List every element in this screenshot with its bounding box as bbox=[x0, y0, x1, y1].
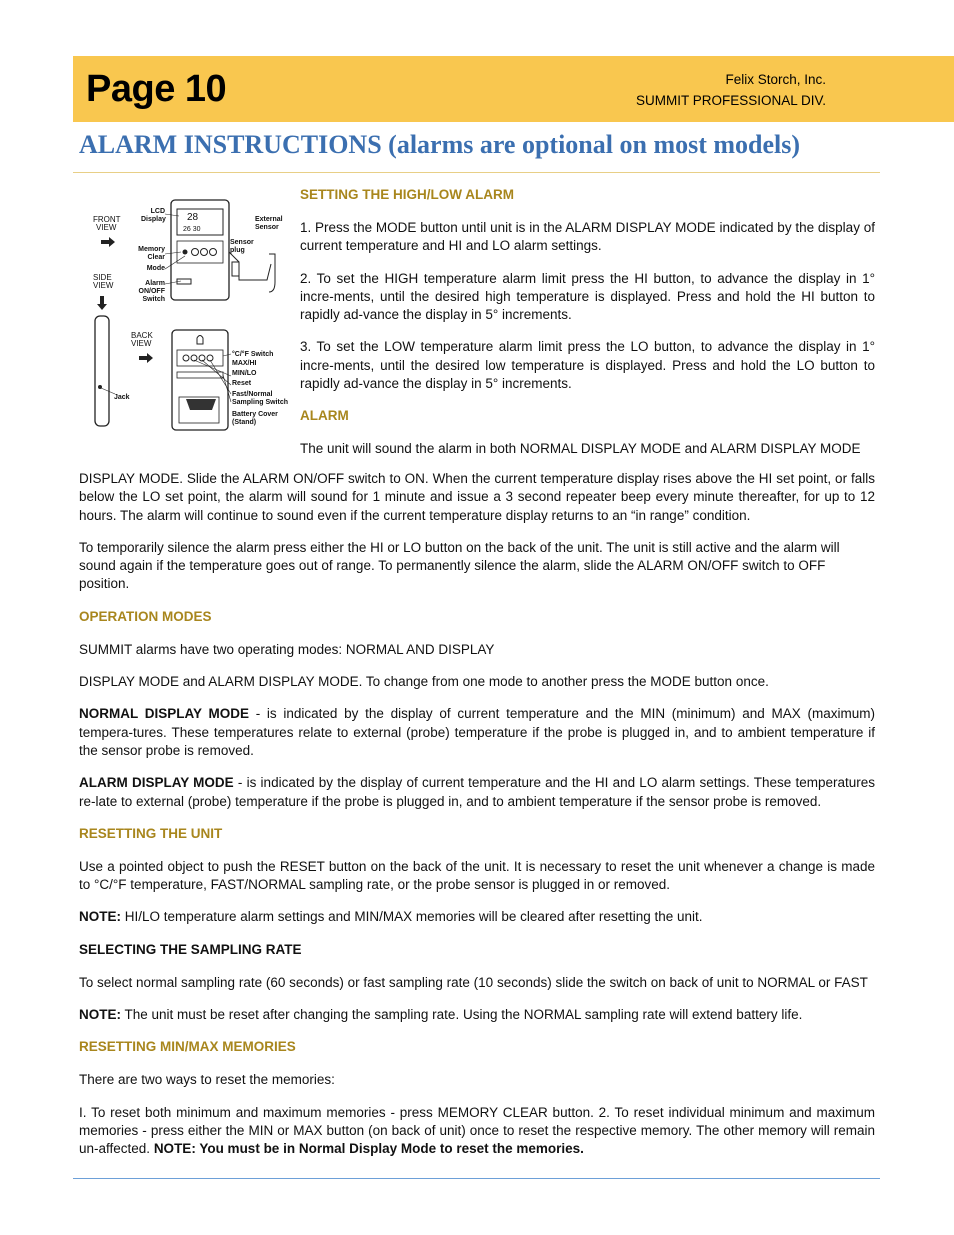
sampling-rate-paragraph: To select normal sampling rate (60 seconds) or fast sampling rate (10 seconds) slide the switch on back of unit to NORMAL or FAST bbox=[79, 974, 868, 990]
reset-note: NOTE: HI/LO temperature alarm settings and MIN/MAX memories will be cleared after resetting the unit. bbox=[79, 909, 703, 925]
memory-clear-label: Memory Clear bbox=[138, 246, 165, 261]
jack-label: Jack bbox=[114, 394, 130, 401]
setting-step-1: 1. Press the MODE button until unit is in the ALARM DISPLAY MODE indicated by the display of current temperature and HI and LO alarm settings. bbox=[300, 220, 875, 254]
normal-display-mode-paragraph: NORMAL DISPLAY MODE - is indicated by the display of current temperature and the MIN (minimum) and MAX (maximum) tempera-tures. These temperatures relate to external (probe) temperature if the probe is plugged in, and to ambient temperature if the sensor probe is removed. bbox=[79, 706, 875, 758]
divider-bottom bbox=[73, 1178, 880, 1179]
cf-switch-label: °C/°F Switch bbox=[232, 351, 274, 358]
alarm-switch-label: Alarm ON/OFF Switch bbox=[138, 280, 165, 303]
operation-modes-paragraph-1: SUMMIT alarms have two operating modes: NORMAL AND DISPLAY bbox=[79, 641, 495, 657]
operation-modes-paragraph-2: DISPLAY MODE and ALARM DISPLAY MODE. To change from one mode to another press the MODE button once. bbox=[79, 674, 769, 690]
normal-display-mode-label: NORMAL DISPLAY MODE bbox=[79, 706, 249, 722]
setting-step-3: 3. To set the LOW temperature alarm limit press the LO button, to advance the display in 1° incre-ments, until the desired low temperature is displayed. Press and hold the LO button to rapidly ad-vance the display in 5° increments. bbox=[300, 339, 875, 392]
lcd-reading-1: 28 bbox=[187, 212, 199, 223]
alarm-paragraph-1: The unit will sound the alarm in both NORMAL DISPLAY MODE and ALARM DISPLAY MODE bbox=[300, 441, 861, 457]
section-title: ALARM INSTRUCTIONS (alarms are optional on most models) bbox=[79, 130, 801, 159]
sampling-switch-label: Fast/Normal Sampling Switch bbox=[232, 391, 289, 406]
minmax-memories-heading: RESETTING MIN/MAX MEMORIES bbox=[79, 1039, 296, 1055]
alarm-unit-diagram bbox=[89, 192, 289, 442]
alarm-display-mode-label: ALARM DISPLAY MODE bbox=[79, 775, 234, 791]
alarm-heading: ALARM bbox=[300, 408, 349, 424]
sensor-plug-label: Sensor plug bbox=[230, 239, 254, 254]
lcd-reading-2: 26 30 bbox=[183, 226, 201, 233]
page-title: Page 10 bbox=[86, 68, 227, 110]
minmax-paragraph-2: I. To reset both minimum and maximum memories - press MEMORY CLEAR button. 2. To reset individual minimum and maximum memories - press either the MIN or MAX button (on back of unit) once to reset the respective memory. The other memory will remain un-affected. NOTE: You must be in Normal Display Mode to reset the memories. bbox=[79, 1104, 875, 1157]
minmax-paragraph-1: There are two ways to reset the memories: bbox=[79, 1072, 335, 1088]
reset-label: Reset bbox=[232, 380, 252, 387]
mode-label: Mode bbox=[146, 265, 165, 272]
alarm-display-mode-paragraph: ALARM DISPLAY MODE - is indicated by the display of current temperature and the HI and LO alarm settings. These temperatures re-late to external (probe) temperature if the probe is plugged in, and to ambient temperature if the sensor probe is removed. bbox=[79, 775, 875, 809]
back-view-label: BACK VIEW bbox=[131, 331, 153, 348]
sampling-note: NOTE: The unit must be reset after changing the sampling rate. Using the NORMAL sampling rate will extend battery life. bbox=[79, 1007, 803, 1023]
min-lo-label: MIN/LO bbox=[232, 370, 257, 377]
alarm-paragraph-2: DISPLAY MODE. Slide the ALARM ON/OFF switch to ON. When the current temperature display rises above the HI set point, or falls below the LO set point, the alarm will sound for 1 minute and issue a 3 second repeater beep every minute thereafter, for up to 12 hours. The alarm will continue to sound even if the current temperature display returns to an “in range” condition. bbox=[79, 471, 875, 523]
setting-step-2: 2. To set the HIGH temperature alarm limit press the HI button, to advance the display in 1° incre-ments, until the desired high temperature is displayed. Press and hold the HI button to rapidly ad-vance the display in 5° increments. bbox=[300, 270, 875, 323]
lcd-display-label: LCD Display bbox=[141, 208, 166, 223]
divider-top bbox=[73, 172, 880, 173]
side-view-label: SIDE VIEW bbox=[93, 273, 114, 290]
page-header bbox=[73, 56, 954, 122]
operation-modes-heading: OPERATION MODES bbox=[79, 608, 212, 624]
battery-cover-label: Battery Cover (Stand) bbox=[232, 411, 278, 426]
alarm-paragraph-3: To temporarily silence the alarm press either the HI or LO button on the back of the unit. The unit is still active and the alarm will sound again if the temperature goes out of range. To permanently silence the alarm, slide the ALARM ON/OFF switch to OFF position. bbox=[79, 539, 840, 592]
company-name bbox=[636, 69, 826, 111]
max-hi-label: MAX/HI bbox=[232, 360, 257, 367]
resetting-unit-paragraph: Use a pointed object to push the RESET button on the back of the unit. It is necessary to reset the unit whenever a change is made to °C/°F temperature, FAST/NORMAL sampling rate, or the probe sensor is plugged in or removed. bbox=[79, 858, 875, 893]
company-line-2: SUMMIT PROFESSIONAL DIV. bbox=[635, 93, 826, 108]
front-view-label: FRONT VIEW bbox=[93, 215, 121, 232]
minmax-note: NOTE: You must be in Normal Display Mode to reset the memories. bbox=[153, 1141, 584, 1157]
sampling-rate-heading: SELECTING THE SAMPLING RATE bbox=[79, 941, 302, 957]
setting-alarm-heading: SETTING THE HIGH/LOW ALARM bbox=[300, 187, 514, 202]
external-sensor-label: External Sensor bbox=[255, 216, 283, 231]
resetting-unit-heading: RESETTING THE UNIT bbox=[79, 825, 223, 841]
instructions-body bbox=[79, 470, 875, 1173]
setting-alarm-section bbox=[300, 186, 875, 473]
company-line-1: Felix Storch, Inc. bbox=[725, 72, 826, 87]
